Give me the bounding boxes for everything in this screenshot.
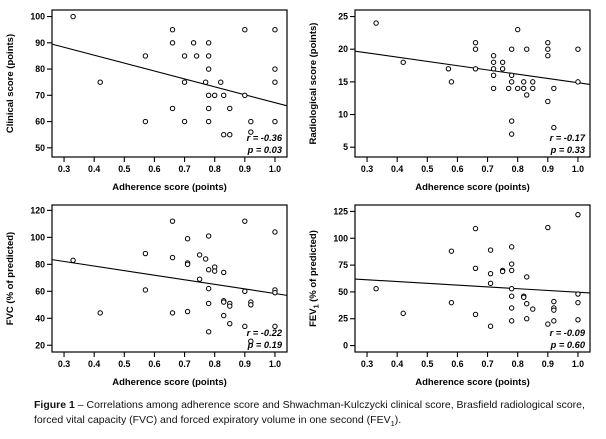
trendline	[355, 51, 590, 84]
caption-end: ).	[394, 414, 402, 427]
scatter-point	[206, 54, 210, 58]
y-tick-label: 100	[30, 11, 45, 22]
scatter-point	[170, 41, 174, 45]
y-tick-label: 0	[343, 340, 348, 351]
scatter-point	[500, 67, 504, 71]
scatter-point	[525, 47, 529, 51]
scatter-point	[401, 311, 405, 315]
x-tick-label: 0.7	[481, 164, 494, 174]
scatter-point	[228, 321, 232, 325]
x-tick-label: 0.3	[57, 164, 71, 174]
y-tick-label: 60	[35, 116, 45, 127]
scatter-point	[525, 93, 529, 97]
y-tick-label: 20	[338, 44, 348, 55]
scatter-plot-fev1-svg	[303, 195, 606, 390]
y-tick-label: 70	[35, 90, 45, 101]
scatter-point	[473, 266, 477, 270]
scatter-point	[509, 286, 513, 290]
y-tick-label: 25	[338, 313, 348, 324]
scatter-point	[522, 80, 526, 84]
y-tick-label: 40	[35, 313, 45, 324]
scatter-point	[98, 80, 102, 84]
scatter-point	[491, 73, 495, 77]
scatter-plot-fev1	[303, 195, 606, 390]
scatter-point	[525, 317, 529, 321]
scatter-point	[491, 86, 495, 90]
scatter-point	[71, 14, 75, 18]
r-value-label: r = -0.09	[549, 328, 585, 338]
r-value-label: r = -0.36	[246, 133, 282, 143]
p-value-label: p = 0.19	[247, 340, 282, 350]
scatter-point	[509, 268, 513, 272]
scatter-point	[509, 80, 513, 84]
scatter-point	[143, 251, 147, 255]
p-value-label: p = 0.60	[550, 340, 585, 350]
scatter-point	[374, 286, 378, 290]
scatter-point	[206, 119, 210, 123]
scatter-point	[473, 40, 477, 44]
scatter-point	[473, 312, 477, 316]
scatter-point	[273, 119, 277, 123]
scatter-point	[509, 245, 513, 249]
scatter-point	[525, 302, 529, 306]
scatter-point	[206, 268, 210, 272]
x-tick-label: 0.9	[238, 359, 251, 369]
scatter-point	[206, 93, 210, 97]
scatter-plot-clinical-score-svg	[0, 0, 303, 195]
caption-label: Figure 1	[34, 399, 75, 411]
x-tick-label: 0.4	[88, 164, 101, 174]
scatter-point	[509, 132, 513, 136]
scatter-point	[552, 319, 556, 323]
scatter-point	[243, 219, 247, 223]
scatter-point	[576, 80, 580, 84]
scatter-point	[182, 54, 186, 58]
x-tick-label: 0.8	[511, 359, 524, 369]
scatter-plot-radiological-score	[303, 0, 606, 195]
scatter-plot-clinical-score	[0, 0, 303, 195]
scatter-point	[222, 300, 226, 304]
scatter-point	[491, 67, 495, 71]
scatter-point	[473, 67, 477, 71]
scatter-point	[222, 93, 226, 97]
scatter-point	[212, 269, 216, 273]
y-tick-label: 90	[35, 37, 45, 48]
scatter-point	[182, 80, 186, 84]
x-tick-label: 0.7	[481, 359, 494, 369]
p-value-label: p = 0.03	[247, 145, 282, 155]
x-tick-label: 0.3	[57, 359, 71, 369]
x-tick-label: 1.0	[571, 164, 585, 174]
x-tick-label: 1.0	[268, 359, 282, 369]
x-tick-label: 0.3	[360, 359, 374, 369]
scatter-point	[531, 80, 535, 84]
scatter-point	[206, 234, 210, 238]
y-tick-label: 50	[338, 286, 348, 297]
scatter-point	[228, 106, 232, 110]
scatter-point	[449, 249, 453, 253]
x-tick-label: 0.6	[451, 164, 464, 174]
x-tick-label: 0.9	[238, 164, 251, 174]
scatter-point	[552, 86, 556, 90]
scatter-point	[488, 281, 492, 285]
scatter-point	[546, 54, 550, 58]
scatter-point	[273, 27, 277, 31]
x-tick-label: 0.5	[421, 359, 434, 369]
scatter-point	[546, 225, 550, 229]
scatter-point	[228, 304, 232, 308]
scatter-point	[509, 319, 513, 323]
y-tick-label: 10	[338, 109, 348, 120]
scatter-point	[203, 80, 207, 84]
scatter-point	[531, 307, 535, 311]
scatter-point	[473, 226, 477, 230]
scatter-point	[170, 27, 174, 31]
x-tick-label: 0.7	[178, 164, 191, 174]
caption-subscript: 1	[390, 419, 395, 429]
scatter-point	[249, 303, 253, 307]
y-tick-label: 80	[35, 259, 45, 270]
y-tick-label: 5	[343, 142, 348, 153]
scatter-point	[194, 54, 198, 58]
scatter-point	[206, 301, 210, 305]
scatter-point	[143, 288, 147, 292]
scatter-point	[515, 86, 519, 90]
y-tick-label: 100	[333, 233, 348, 244]
scatter-point	[185, 237, 189, 241]
trendline	[355, 279, 590, 293]
scatter-point	[206, 286, 210, 290]
y-tick-label: 120	[30, 205, 45, 216]
scatter-point	[143, 54, 147, 58]
scatter-point	[576, 292, 580, 296]
scatter-point	[206, 330, 210, 334]
scatter-point	[222, 132, 226, 136]
x-tick-label: 1.0	[571, 359, 585, 369]
x-tick-label: 0.9	[541, 359, 554, 369]
x-tick-label: 0.4	[391, 359, 404, 369]
figure-caption	[34, 398, 594, 430]
scatter-point	[515, 27, 519, 31]
scatter-point	[273, 290, 277, 294]
scatter-point	[170, 255, 174, 259]
y-tick-label: 25	[338, 11, 348, 22]
scatter-point	[491, 60, 495, 64]
x-tick-label: 1.0	[268, 164, 282, 174]
y-tick-label: 125	[333, 206, 348, 217]
r-value-label: r = -0.22	[246, 328, 282, 338]
scatter-point	[182, 119, 186, 123]
x-tick-label: 0.6	[148, 359, 161, 369]
scatter-point	[509, 47, 513, 51]
y-axis-label: Radiological score (points)	[308, 22, 319, 145]
x-axis-label: Adherence score (points)	[112, 182, 227, 193]
scatter-point	[98, 311, 102, 315]
scatter-point	[206, 41, 210, 45]
scatter-point	[71, 258, 75, 262]
scatter-point	[219, 80, 223, 84]
scatter-plot-fvc-svg	[0, 195, 303, 390]
scatter-point	[522, 295, 526, 299]
x-tick-label: 0.5	[118, 164, 131, 174]
x-axis-label: Adherence score (points)	[415, 377, 530, 388]
scatter-point	[185, 309, 189, 313]
scatter-point	[228, 132, 232, 136]
y-tick-label: 80	[35, 64, 45, 75]
scatter-point	[143, 119, 147, 123]
x-tick-label: 0.4	[88, 359, 101, 369]
scatter-point	[531, 86, 535, 90]
y-axis-label: $FEV_1$ (% of predicted)	[308, 230, 321, 327]
scatter-point	[446, 67, 450, 71]
scatter-point	[546, 99, 550, 103]
scatter-plot-fvc	[0, 195, 303, 390]
scatter-point	[243, 93, 247, 97]
scatter-point	[546, 322, 550, 326]
scatter-point	[206, 67, 210, 71]
scatter-point	[197, 277, 201, 281]
scatter-point	[509, 119, 513, 123]
y-axis-label: FVC (% of predicted)	[5, 231, 16, 326]
scatter-point	[576, 300, 580, 304]
scatter-point	[243, 289, 247, 293]
scatter-point	[576, 212, 580, 216]
y-tick-label: 100	[30, 232, 45, 243]
scatter-point	[509, 262, 513, 266]
y-tick-label: 50	[35, 142, 45, 153]
scatter-point	[249, 119, 253, 123]
scatter-point	[552, 308, 556, 312]
x-axis-label: Adherence score (points)	[112, 377, 227, 388]
y-tick-label: 20	[35, 340, 45, 351]
scatter-point	[576, 47, 580, 51]
caption-body: – Correlations among adherence score and Shwachman-Kulczycki clinical score, Brasfield radiological score, forced vital capacity (FVC) and forced expiratory volume in one second (FEV	[34, 399, 585, 427]
scatter-point	[500, 60, 504, 64]
x-tick-label: 0.6	[451, 359, 464, 369]
scatter-point	[222, 313, 226, 317]
scatter-point	[546, 40, 550, 44]
x-tick-label: 0.8	[208, 164, 221, 174]
scatter-point	[546, 47, 550, 51]
y-tick-label: 15	[338, 76, 348, 87]
x-tick-label: 0.5	[421, 164, 434, 174]
x-tick-label: 0.7	[178, 359, 191, 369]
scatter-point	[185, 262, 189, 266]
scatter-point	[374, 21, 378, 25]
scatter-point	[222, 270, 226, 274]
scatter-point	[273, 67, 277, 71]
y-tick-label: 75	[338, 260, 348, 271]
scatter-point	[488, 324, 492, 328]
x-tick-label: 0.9	[541, 164, 554, 174]
scatter-point	[212, 93, 216, 97]
scatter-point	[525, 275, 529, 279]
x-tick-label: 0.5	[118, 359, 131, 369]
y-axis-label: Clinical score (points)	[5, 33, 16, 134]
scatter-point	[206, 106, 210, 110]
scatter-point	[170, 311, 174, 315]
x-tick-label: 0.3	[360, 164, 374, 174]
r-value-label: r = -0.17	[549, 133, 585, 143]
scatter-point	[273, 230, 277, 234]
scatter-point	[506, 86, 510, 90]
scatter-point	[509, 306, 513, 310]
x-axis-label: Adherence score (points)	[415, 182, 530, 193]
scatter-point	[449, 300, 453, 304]
scatter-point	[552, 299, 556, 303]
scatter-point	[576, 318, 580, 322]
scatter-point	[488, 248, 492, 252]
scatter-point	[449, 80, 453, 84]
scatter-point	[273, 80, 277, 84]
scatter-point	[197, 253, 201, 257]
y-tick-label: 60	[35, 286, 45, 297]
scatter-point	[243, 27, 247, 31]
scatter-point	[509, 294, 513, 298]
scatter-point	[491, 54, 495, 58]
scatter-point	[488, 271, 492, 275]
scatter-point	[473, 47, 477, 51]
x-tick-label: 0.6	[148, 164, 161, 174]
scatter-point	[191, 41, 195, 45]
x-tick-label: 0.4	[391, 164, 404, 174]
scatter-point	[401, 60, 405, 64]
scatter-point	[170, 219, 174, 223]
scatter-plot-radiological-score-svg	[303, 0, 606, 195]
trendline	[52, 44, 287, 106]
x-tick-label: 0.8	[208, 359, 221, 369]
scatter-point	[552, 125, 556, 129]
p-value-label: p = 0.33	[550, 145, 585, 155]
scatter-point	[170, 106, 174, 110]
scatter-point	[500, 269, 504, 273]
scatter-point	[203, 257, 207, 261]
x-tick-label: 0.8	[511, 164, 524, 174]
scatter-point	[509, 73, 513, 77]
trendline	[52, 260, 287, 296]
scatter-point	[522, 86, 526, 90]
